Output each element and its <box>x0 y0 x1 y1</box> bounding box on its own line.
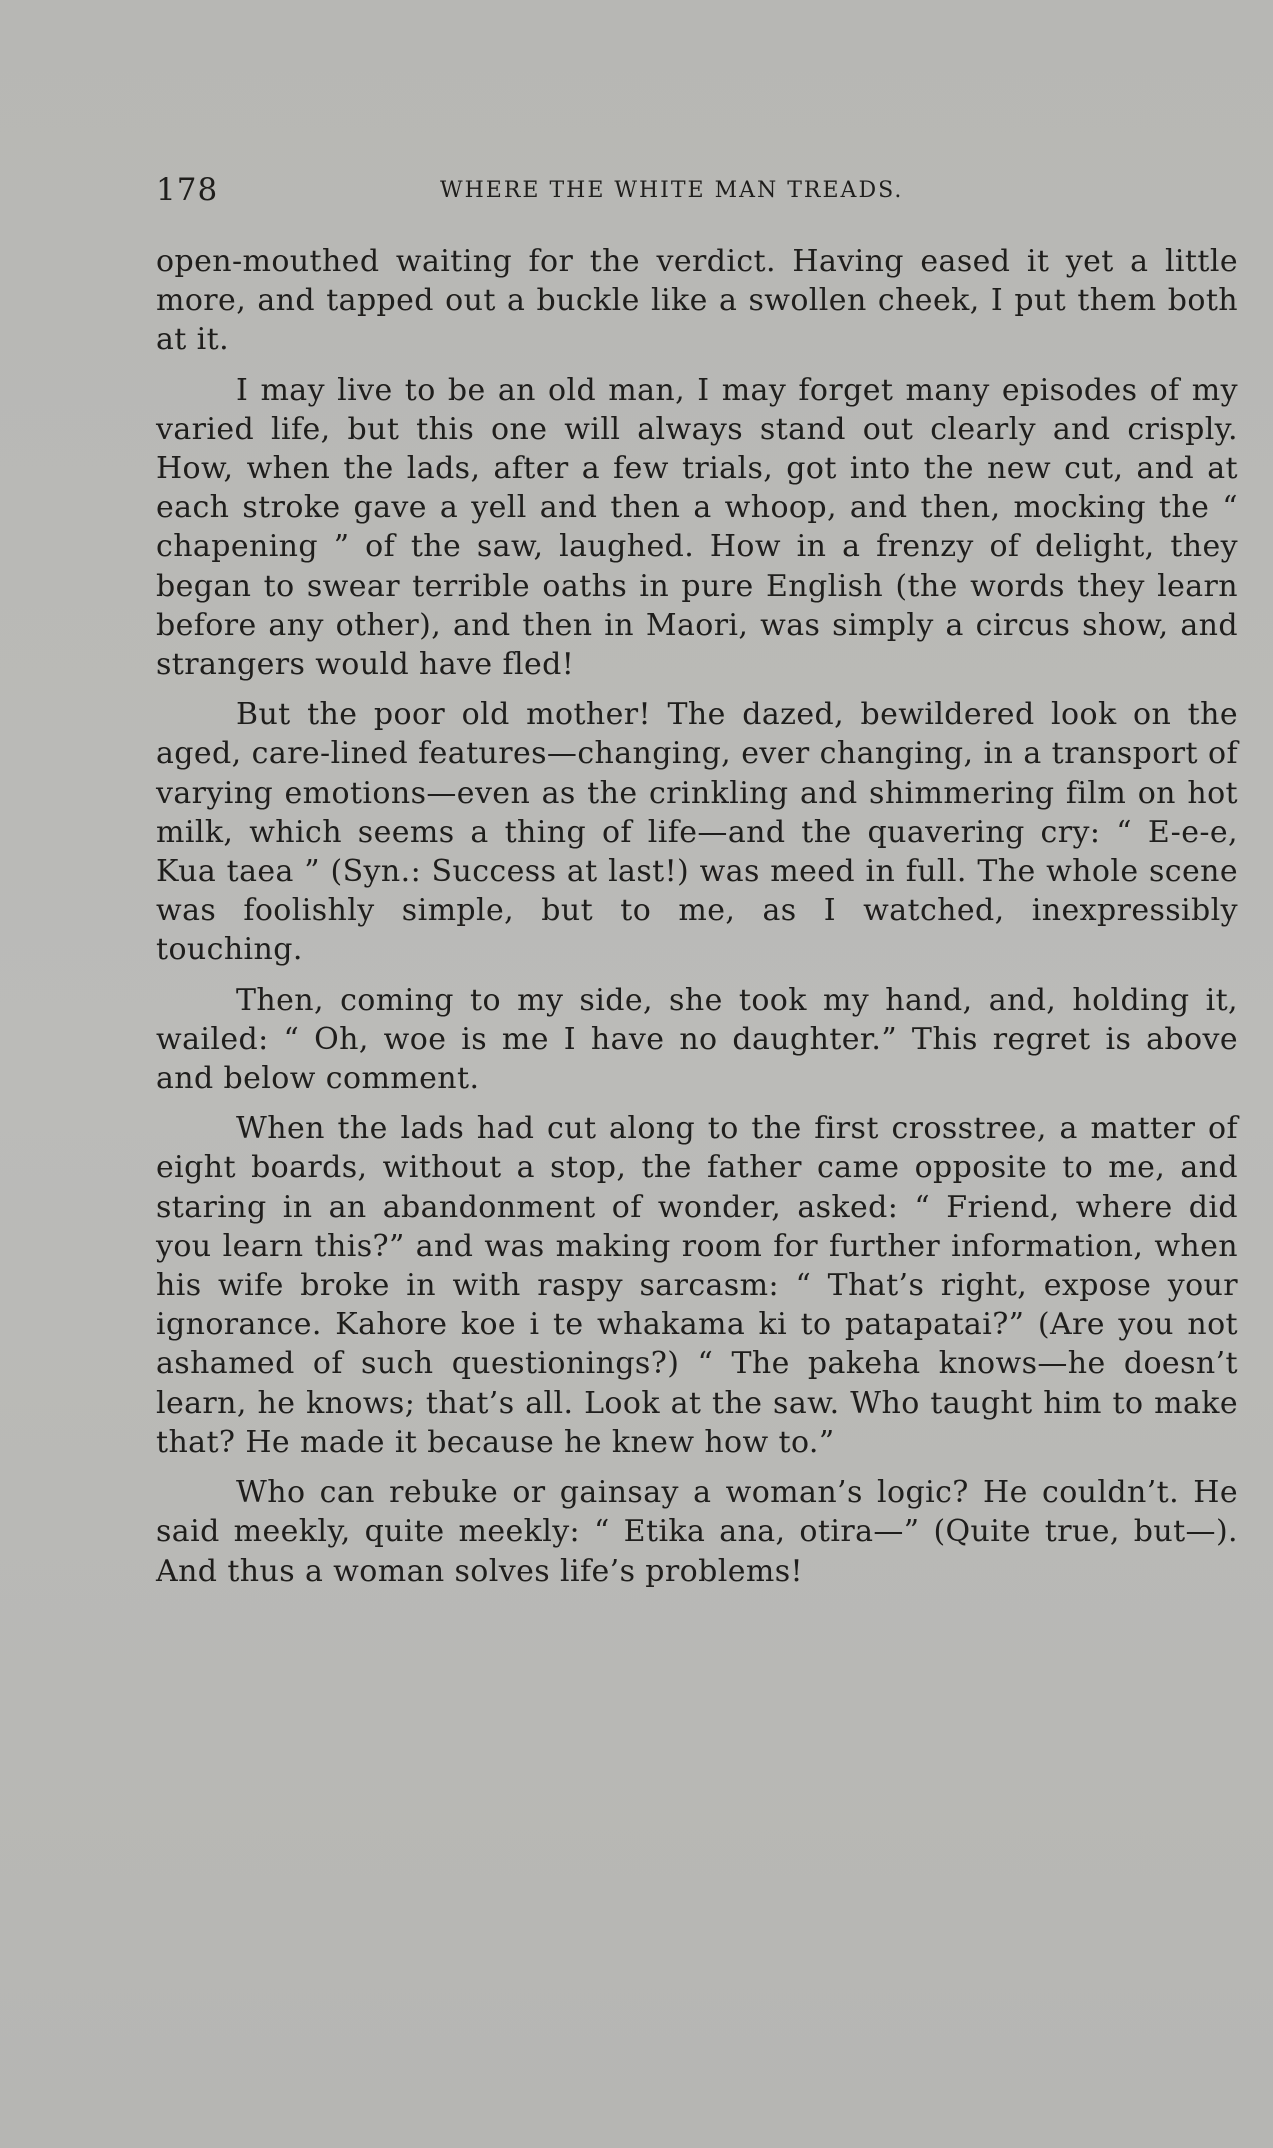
paragraph-continuation: open-mouthed waiting for the verdict. Having eased it yet a little more, and tapped out a buckle like a swollen cheek, I put them both at it. <box>156 244 1238 358</box>
running-head <box>156 172 1238 212</box>
paragraph: Who can rebuke or gainsay a woman’s logic? He couldn’t. He said meekly, quite meekly: “ Etika ana, otira—” (Quite true, but—). And thus a woman solves life’s problems! <box>156 1475 1238 1589</box>
paragraph: I may live to be an old man, I may forget many episodes of my varied life, but this one will always stand out clearly and crisply. How, when the lads, after a few trials, got into the new cut, and at each stroke gave a yell and then a whoop, and then, mocking the “ chapening ” of the saw, laughed. How in a frenzy of delight, they began to swear terrible oaths in pure English (the words they learn before any other), and then in Maori, was simply a circus show, and strangers would have fled! <box>156 372 1238 683</box>
page-number: 178 <box>156 172 219 208</box>
paragraph: Then, coming to my side, she took my hand, and, holding it, wailed: “ Oh, woe is me I have no daughter.” This regret is above and below comment. <box>156 982 1238 1097</box>
paragraph: But the poor old mother! The dazed, bewildered look on the aged, care-lined features—changing, ever changing, in a transport of varying emotions—even as the crinkling and shimmering film on hot milk, which seems a thing of life—and the quavering cry: “ E-e-e, Kua taea ” (Syn.: Success at last!) was meed in full. The whole scene was foolishly simple, but to me, as I watched, inexpressibly touching. <box>156 697 1238 968</box>
body-text <box>156 242 1238 1602</box>
running-title: WHERE THE WHITE MAN TREADS. <box>440 178 904 203</box>
paragraph: When the lads had cut along to the first crosstree, a matter of eight boards, without a stop, the father came opposite to me, and staring in an abandonment of wonder, asked: “ Friend, where did you learn this?” and was making room for further information, when his wife broke in with raspy sarcasm: “ That’s right, expose your ignorance. Kahore koe i te whakama ki to patapatai?” (Are you not ashamed of such questionings?) “ The pakeha knows—he doesn’t learn, he knows; that’s all. Look at the saw. Who taught him to make that? He made it because he knew how to.” <box>156 1111 1238 1460</box>
